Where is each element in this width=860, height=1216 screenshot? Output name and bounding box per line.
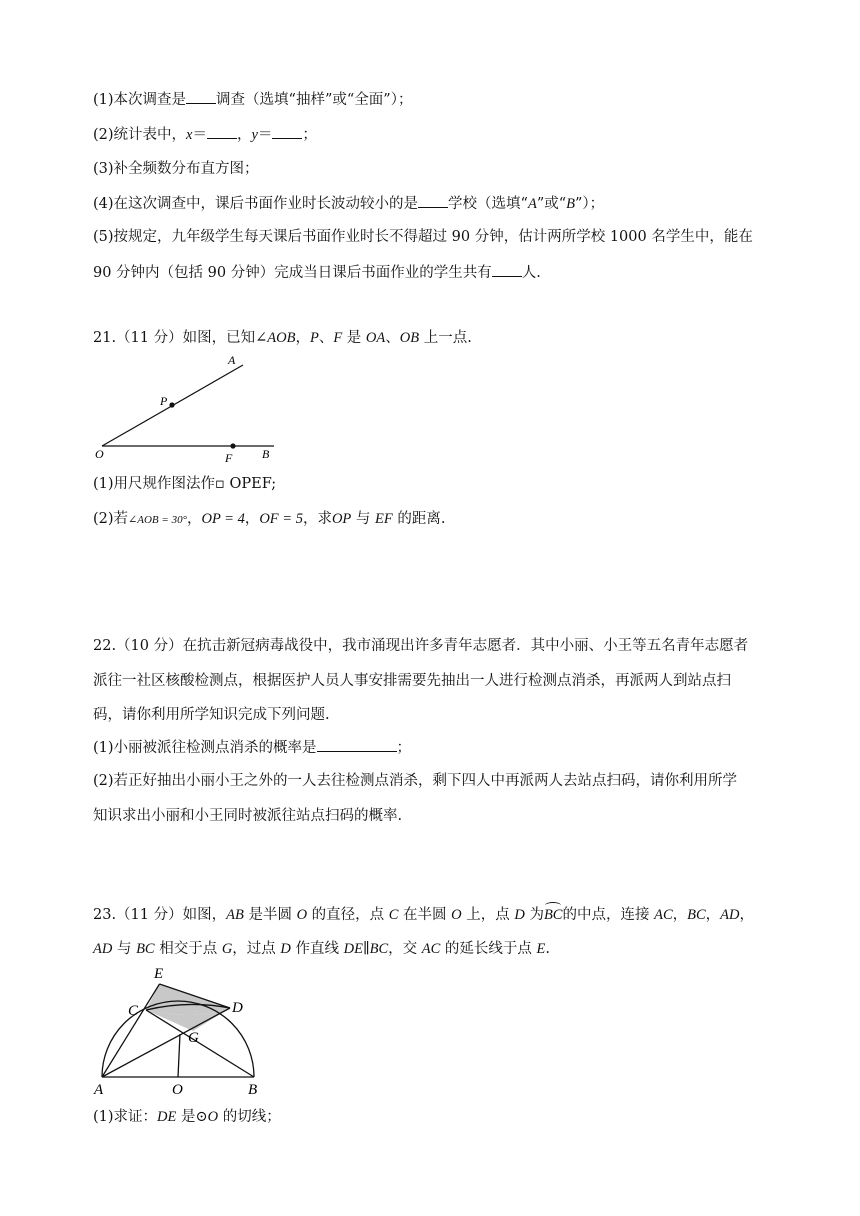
answer-blank-x (207, 124, 237, 139)
q20-part3: (3)补全频数分布直方图； (93, 161, 259, 177)
q21-heading (93, 328, 472, 348)
condition-of: OF = 5 (259, 511, 303, 527)
q20-part5-text-b: 人. (521, 265, 541, 281)
comma: ， (244, 511, 260, 527)
text: 的直径，点 (307, 907, 389, 923)
answer-blank (186, 89, 216, 104)
point-g: G (221, 941, 233, 957)
point-f-dot (230, 443, 235, 448)
text: 在半圆 (398, 907, 452, 923)
label-o: O (172, 1082, 183, 1098)
text: 是 (342, 330, 366, 346)
q20-part1 (93, 89, 412, 110)
q22-line2: 派往一社区核酸检测点，根据医护人员人事安排需要先抽出一人进行检测点消杀，再派两人到站点扫 (93, 673, 731, 689)
text: (1)小丽被派往检测点消杀的概率是 (93, 740, 317, 756)
label-f: F (225, 451, 233, 465)
q20-part4-text-b: 学校（选填“ (448, 196, 528, 212)
q21-angle-figure (90, 350, 290, 465)
q22-line1: 22.（10 分）在抗击新冠病毒战役中，我市涌现出许多青年志愿者．其中小丽、小王等五名青年志愿者 (93, 638, 749, 654)
q20-part5-line1: (5)按规定，九年级学生每天课后书面作业时长不得超过 90 分钟，估计两所学校 1000 名学生中，能在 (93, 229, 753, 245)
q23-line2 (93, 939, 550, 959)
text: 的延长线于点 (440, 941, 537, 957)
q20-part1-text-b: 调查（选填“抽样”或“全面”）； (216, 92, 413, 108)
text: ，交 (388, 941, 422, 957)
text: 上一点. (419, 330, 472, 346)
segment-ac: AC (654, 907, 673, 923)
text: ，过点 (232, 941, 281, 957)
semicolon: ； (396, 740, 412, 756)
q20-part4-text-a: (4)在这次调查中，课后书面作业时长波动较小的是 (93, 196, 419, 212)
label-c: C (128, 1003, 139, 1019)
text: 的距离. (392, 511, 446, 527)
segment-ad: AD (93, 941, 113, 957)
label-b: B (262, 447, 270, 461)
text: ，求 (302, 511, 332, 527)
text: 与 (112, 941, 137, 957)
answer-blank (317, 737, 397, 752)
segment-ac: AC (421, 941, 441, 957)
shaded-region (146, 984, 230, 1015)
segment-op: OP (331, 511, 352, 527)
text: 上，点 (461, 907, 515, 923)
comma: ， (672, 907, 688, 923)
point-d: D (280, 941, 291, 957)
comma: ， (739, 907, 754, 923)
q22-part2-line1: (2)若正好抽出小丽小王之外的一人去往检测点消杀，剩下四人中再派两人去站点扫码，请你利用所学 (93, 773, 738, 789)
point-o: O (207, 1109, 219, 1125)
segment-de: DE (157, 1109, 177, 1125)
text: 23.（11 分）如图， (93, 907, 227, 923)
separator: 、 (318, 330, 334, 346)
point-o: O (296, 907, 308, 923)
q20-part4-text-d: ”）； (575, 196, 605, 212)
q20-part2 (93, 124, 317, 145)
segment-ef: EF (375, 511, 393, 527)
text: 的中点，连接 (562, 907, 655, 923)
q23-part1 (93, 1107, 281, 1127)
segment-ad: AD (720, 907, 740, 923)
q22-part1 (93, 737, 411, 758)
answer-blank (418, 193, 448, 208)
label-b: B (248, 1082, 258, 1098)
segment-og (178, 1034, 180, 1077)
text: (1)求证： (93, 1109, 158, 1125)
q21-heading-text: 21.（11 分）如图，已知 (93, 330, 256, 346)
q20-part4-text-c: ”或“ (536, 196, 567, 212)
label-a: A (228, 353, 236, 367)
comma: ， (236, 127, 252, 143)
text: . (545, 941, 550, 957)
comma: ， (295, 330, 310, 346)
point-c: C (388, 907, 399, 923)
q20-part5-text-a: 90 分钟内（包括 90 分钟）完成当日课后书面作业的学生共有 (93, 265, 492, 281)
condition-op: OP = 4 (201, 511, 245, 527)
school-b: B (566, 196, 576, 212)
school-a: A (527, 196, 537, 212)
text: (2)若 (93, 511, 129, 527)
comma: ， (705, 907, 721, 923)
q21-part2 (93, 509, 445, 530)
label-e: E (154, 966, 164, 982)
label-p: P (160, 394, 168, 408)
condition-angle: ∠AOB = 30° (128, 514, 187, 526)
label-o: O (95, 447, 104, 461)
segment-bc: BC (136, 941, 155, 957)
q22-line3: 码，请你利用所学知识完成下列问题. (93, 707, 330, 723)
text: 的切线； (218, 1109, 281, 1125)
equals-sign: ＝ (192, 127, 207, 143)
point-o: O (451, 907, 462, 923)
q20-part4 (93, 193, 604, 214)
q22-part2-line2: 知识求出小丽和小王同时被派往站点扫码的概率. (93, 808, 403, 824)
q21-part1: (1)用尺规作图法作▫ OPEF; (93, 476, 277, 492)
label-a: A (94, 1082, 104, 1098)
comma: ， (186, 511, 202, 527)
semicolon: ； (302, 127, 317, 143)
segment-bc: BC (687, 907, 706, 923)
point-d: D (514, 907, 525, 923)
answer-blank (492, 262, 522, 277)
text: 与 (351, 511, 376, 527)
angle-aob: ∠AOB (255, 330, 296, 346)
label-g: G (188, 1030, 199, 1046)
point-e: E (536, 941, 546, 957)
q23-semicircle-figure (90, 960, 270, 1100)
line-de-parallel-bc: DE∥BC (343, 941, 389, 957)
var-y: y (251, 127, 258, 143)
equals-sign: ＝ (257, 127, 273, 143)
q20-part5-line2 (93, 262, 541, 283)
var-x: x (186, 127, 193, 143)
q20-part2-text-a: (2)统计表中， (93, 127, 187, 143)
answer-blank-y (272, 124, 302, 139)
point-f: F (333, 330, 343, 346)
text: 作直线 (290, 941, 344, 957)
segment-ab: AB (226, 907, 244, 923)
q23-line1 (93, 905, 754, 925)
ray-ob: OB (399, 330, 420, 346)
q20-part1-text-a: (1)本次调查是 (93, 92, 187, 108)
text: 为 (524, 907, 544, 923)
point-p: P (309, 330, 319, 346)
ray-oa: OA (365, 330, 386, 346)
segment-ae (102, 984, 160, 1077)
text: 是⊙ (176, 1109, 208, 1125)
point-p-dot (169, 402, 174, 407)
text: 相交于点 (154, 941, 222, 957)
arc-bc: BC (543, 907, 563, 923)
separator: 、 (385, 330, 400, 346)
label-d: D (232, 1000, 243, 1016)
text: 是半圆 (243, 907, 297, 923)
